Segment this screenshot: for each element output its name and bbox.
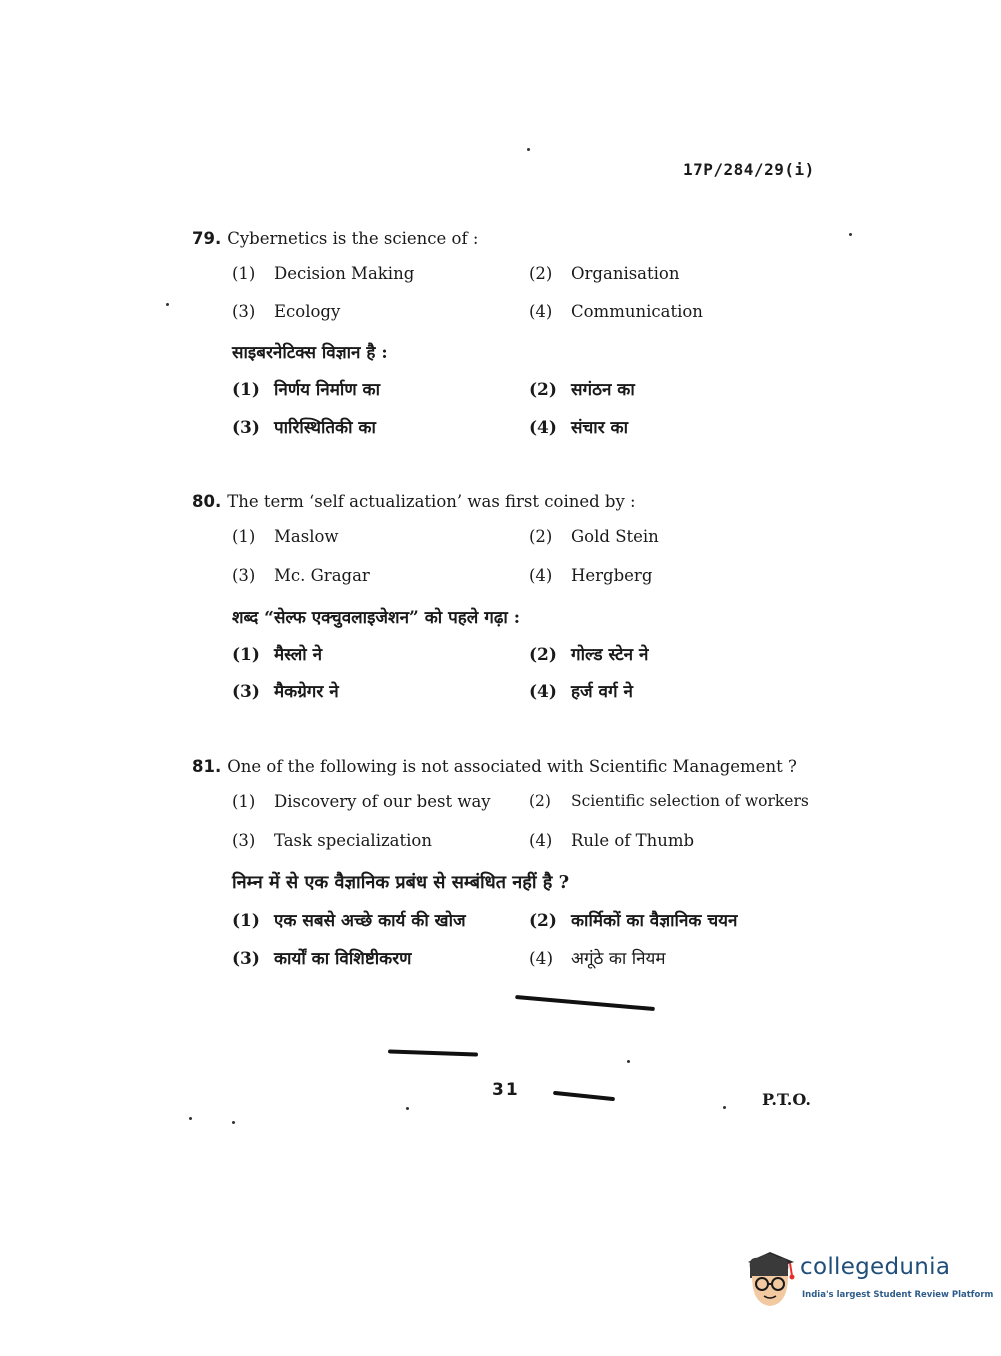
brand-name: collegedunia xyxy=(800,1254,951,1280)
option-4-hindi: (4) अगूंठे का नियम xyxy=(529,949,666,969)
options-hindi xyxy=(232,908,832,988)
question-text-hindi: निम्न में से एक वैज्ञानिक प्रबंध से सम्बंधित नहीं है ? xyxy=(232,872,570,893)
scan-speck xyxy=(189,1117,192,1120)
option-1: (1) Maslow xyxy=(232,527,339,546)
question-79 xyxy=(192,229,832,457)
scan-speck xyxy=(527,148,530,151)
question-text: Cybernetics is the science of : xyxy=(227,229,479,248)
question-number: 80. xyxy=(192,492,222,511)
option-4: (4) Rule of Thumb xyxy=(529,831,695,850)
options-hindi xyxy=(232,642,832,722)
option-2-hindi: (2) गोल्ड स्टेन ने xyxy=(529,645,649,665)
question-text-hindi: शब्द “सेल्फ एक्चुवलाइजेशन” को पहले गढ़ा : xyxy=(232,608,520,628)
question-text: The term ‘self actualization’ was first coined by : xyxy=(227,492,636,511)
scan-speck xyxy=(166,303,169,306)
question-number: 81. xyxy=(192,757,222,776)
scan-mark xyxy=(388,1049,478,1056)
scan-mark xyxy=(553,1091,615,1101)
options-english xyxy=(232,527,832,607)
options-english xyxy=(232,792,832,872)
option-1-hindi: (1) मैस्लो ने xyxy=(232,645,323,665)
option-1: (1) Discovery of our best way xyxy=(232,792,491,811)
option-4-hindi: (4) संचार का xyxy=(529,418,629,438)
option-3-hindi: (3) पारिस्थितिकी का xyxy=(232,418,376,438)
scan-speck xyxy=(627,1060,630,1063)
pto-label: P.T.O. xyxy=(762,1090,811,1109)
scan-speck xyxy=(849,233,852,236)
option-1: (1) Decision Making xyxy=(232,264,415,283)
option-2-hindi: (2) सगंठन का xyxy=(529,380,635,400)
question-81 xyxy=(192,757,842,988)
option-3: (3) Mc. Gragar xyxy=(232,566,370,585)
option-1-hindi: (1) निर्णय निर्माण का xyxy=(232,380,380,400)
options-english xyxy=(232,264,832,344)
question-80 xyxy=(192,492,832,722)
option-3: (3) Ecology xyxy=(232,302,341,321)
option-3-hindi: (3) कार्यों का विशिष्टीकरण xyxy=(232,949,412,969)
brand-tagline: India's largest Student Review Platform xyxy=(802,1290,994,1300)
option-4-hindi: (4) हर्ज वर्ग ने xyxy=(529,682,633,702)
option-4: (4) Hergberg xyxy=(529,566,653,585)
option-2: (2) Organisation xyxy=(529,264,680,283)
question-number: 79. xyxy=(192,229,222,248)
option-2-hindi: (2) कार्मिकों का वैज्ञानिक चयन xyxy=(529,911,738,931)
options-hindi xyxy=(232,377,832,457)
question-text: One of the following is not associated with Scientific Management ? xyxy=(227,757,797,776)
option-2: (2) Gold Stein xyxy=(529,527,659,546)
collegedunia-watermark xyxy=(742,1248,994,1314)
option-1-hindi: (1) एक सबसे अच्छे कार्य की खोज xyxy=(232,911,466,931)
scan-speck xyxy=(232,1121,235,1124)
option-3-hindi: (3) मैकग्रेगर ने xyxy=(232,682,339,702)
option-4: (4) Communication xyxy=(529,302,703,321)
mascot-logo-icon xyxy=(742,1248,798,1312)
scan-speck xyxy=(723,1106,726,1109)
page-number: 31 xyxy=(492,1080,520,1100)
option-3: (3) Task specialization xyxy=(232,831,432,850)
option-2: (2) Scientific selection of workers xyxy=(529,792,809,810)
paper-code: 17P/284/29(i) xyxy=(683,160,815,179)
question-text-hindi: साइबरनेटिक्स विज्ञान है : xyxy=(232,343,388,363)
scan-mark xyxy=(515,995,655,1011)
scan-speck xyxy=(406,1107,409,1110)
